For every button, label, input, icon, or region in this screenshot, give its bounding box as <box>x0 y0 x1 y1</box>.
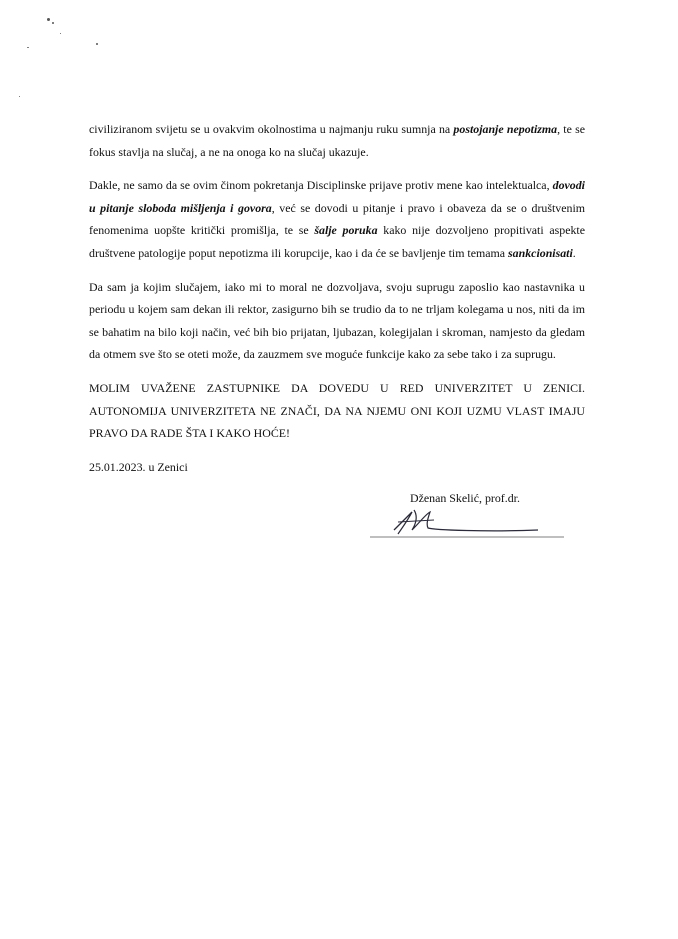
paragraph-text: civiliziranom svijetu se u ovakvim okolnostima u najmanju ruku sumnja na <box>89 122 454 136</box>
scan-speck <box>19 96 20 97</box>
letter-body <box>89 118 585 478</box>
paragraph-nepotism <box>89 118 585 163</box>
emphasized-text: sankcionisati <box>508 245 573 260</box>
paragraph-text: Dakle, ne samo da se ovim činom pokretanja Disciplinske prijave protiv mene kao intelektualca, <box>89 178 553 193</box>
signature-block <box>410 489 610 507</box>
date-place: 25.01.2023. u Zenici <box>89 459 188 474</box>
appeal-paragraph: MOLIM UVAŽENE ZASTUPNIKE DA DOVEDU U RED UNIVERZITET U ZENICI. AUTONOMIJA UNIVERZITETA NE ZNAČI, DA NA NJEMU ONI KOJI UZMU VLAST IMAJU PRAVO DA RADE ŠTA I KAKO HOĆE! <box>89 380 585 441</box>
emphasized-text: dovodi u pitanje sloboda mišljenja i govora <box>89 178 585 215</box>
emphasized-text: šalje poruka <box>314 223 378 238</box>
signatory-name: Dženan Skelić, prof.dr. <box>410 491 520 505</box>
handwritten-signature <box>368 506 568 546</box>
paragraph-text: , te se fokus stavlja na slučaj, a ne na onoga ko na slučaj ukazuje. <box>89 122 585 159</box>
scan-speck <box>27 47 29 48</box>
paragraph-text: . <box>572 245 576 260</box>
scan-speck <box>96 43 98 45</box>
emphasized-text: postojanje nepotizma <box>453 122 558 136</box>
scan-speck <box>47 18 50 21</box>
scan-speck <box>52 22 54 24</box>
paragraph-hypothetical: Da sam ja kojim slučajem, iako mi to moral ne dozvoljava, svoju suprugu zaposlio kao nastavnika u periodu u kojem sam dekan ili rektor, zasigurno bih se trudio da to ne trljam kolegama u nos, niti da im se bahatim na bilo koji način, već bih bio prijatan, ljubazan, kolegijalan i skroman, namjesto da gledam da otmem sve što se oteti može, da zauzmem sve moguće funkcije kako za sebe tako i za suprugu. <box>89 279 585 362</box>
paragraph-text: kako nije dozvoljeno propitivati aspekte društvene patologije poput nepotizma ili korupcije, kao i da će se bavljenje tim temama <box>89 223 586 260</box>
paragraph-freedom <box>89 174 585 264</box>
paragraph-text: , već se dovodi u pitanje i pravo i obaveza da se o društvenim fenomenima uopšte kritički promišlja, te se <box>89 200 585 238</box>
scan-speck <box>60 33 61 34</box>
